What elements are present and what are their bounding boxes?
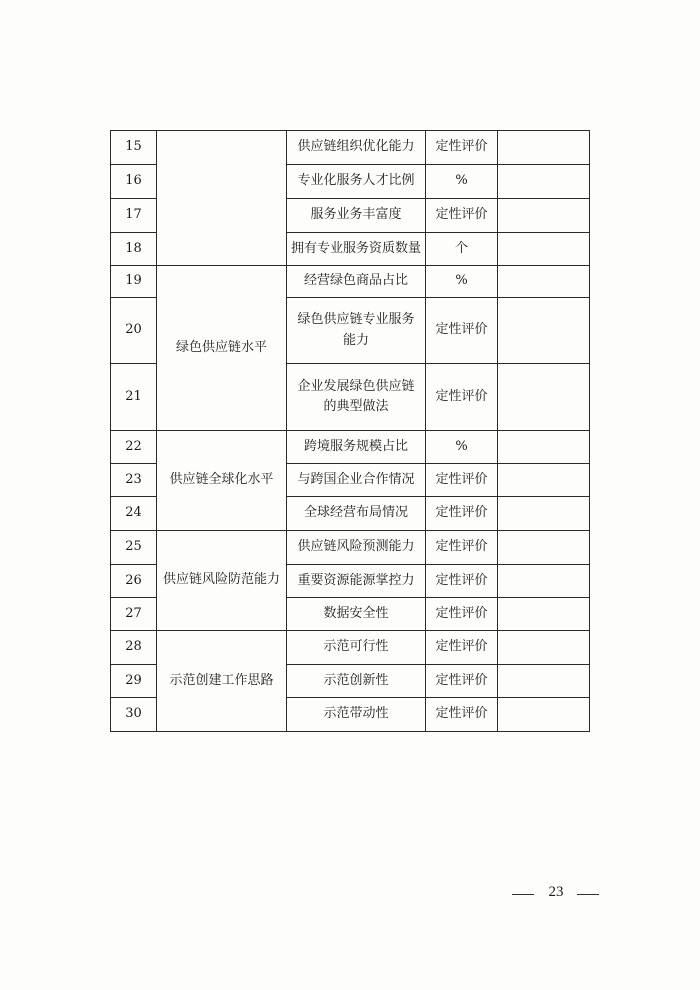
unit-cell: 定性评价 [426, 631, 498, 665]
indicator-cell: 供应链风险预测能力 [287, 531, 426, 565]
row-number: 27 [111, 598, 157, 631]
unit-cell: 定性评价 [426, 598, 498, 631]
category-cell: 示范创建工作思路 [157, 631, 287, 732]
row-number: 26 [111, 565, 157, 598]
unit-cell: 定性评价 [426, 131, 498, 165]
unit-cell: % [426, 165, 498, 199]
category-cell: 供应链全球化水平 [157, 431, 287, 531]
indicator-text: 企业发展绿色供应链的典型做法 [297, 378, 415, 414]
indicator-cell: 示范创新性 [287, 665, 426, 698]
row-number: 19 [111, 266, 157, 298]
indicator-cell: 供应链组织优化能力 [287, 131, 426, 165]
indicator-table [110, 130, 590, 732]
unit-cell: 定性评价 [426, 298, 498, 364]
indicator-cell: 重要资源能源掌控力 [287, 565, 426, 598]
table-row [111, 531, 590, 565]
indicator-cell: 拥有专业服务资质数量 [287, 233, 426, 266]
footer-dash-right [577, 894, 599, 895]
unit-cell: 定性评价 [426, 531, 498, 565]
remark-cell [498, 165, 590, 199]
remark-cell [498, 565, 590, 598]
row-number: 25 [111, 531, 157, 565]
unit-cell: % [426, 431, 498, 464]
row-number: 29 [111, 665, 157, 698]
footer-dash-left [512, 894, 534, 895]
remark-cell [498, 233, 590, 266]
unit-cell: 定性评价 [426, 565, 498, 598]
remark-cell [498, 266, 590, 298]
indicator-cell: 示范可行性 [287, 631, 426, 665]
indicator-cell: 全球经营布局情况 [287, 497, 426, 531]
remark-cell [498, 431, 590, 464]
indicator-cell: 示范带动性 [287, 698, 426, 732]
unit-cell: 个 [426, 233, 498, 266]
indicator-cell [287, 364, 426, 431]
row-number: 15 [111, 131, 157, 165]
row-number: 20 [111, 298, 157, 364]
remark-cell [498, 131, 590, 165]
page-footer [0, 878, 700, 908]
row-number: 23 [111, 464, 157, 497]
category-cell: 绿色供应链水平 [157, 266, 287, 431]
indicator-cell: 数据安全性 [287, 598, 426, 631]
indicator-cell: 服务业务丰富度 [287, 199, 426, 233]
unit-cell: 定性评价 [426, 698, 498, 732]
table-row [111, 431, 590, 464]
remark-cell [498, 364, 590, 431]
row-number: 18 [111, 233, 157, 266]
table-row [111, 266, 590, 298]
remark-cell [498, 631, 590, 665]
remark-cell [498, 497, 590, 531]
row-number: 17 [111, 199, 157, 233]
row-number: 22 [111, 431, 157, 464]
remark-cell [498, 531, 590, 565]
category-cell: 供应链风险防范能力 [157, 531, 287, 631]
remark-cell [498, 698, 590, 732]
unit-cell: 定性评价 [426, 665, 498, 698]
unit-cell: 定性评价 [426, 364, 498, 431]
row-number: 21 [111, 364, 157, 431]
unit-cell: 定性评价 [426, 464, 498, 497]
indicator-cell [287, 298, 426, 364]
table-row [111, 631, 590, 665]
unit-cell: % [426, 266, 498, 298]
remark-cell [498, 464, 590, 497]
indicator-cell: 经营绿色商品占比 [287, 266, 426, 298]
category-cell [157, 131, 287, 266]
unit-cell: 定性评价 [426, 199, 498, 233]
indicator-cell: 与跨国企业合作情况 [287, 464, 426, 497]
remark-cell [498, 598, 590, 631]
page-number: 23 [548, 884, 564, 900]
remark-cell [498, 199, 590, 233]
remark-cell [498, 665, 590, 698]
row-number: 24 [111, 497, 157, 531]
indicator-cell: 跨境服务规模占比 [287, 431, 426, 464]
row-number: 16 [111, 165, 157, 199]
row-number: 30 [111, 698, 157, 732]
unit-cell: 定性评价 [426, 497, 498, 531]
row-number: 28 [111, 631, 157, 665]
indicator-text: 绿色供应链专业服务能力 [297, 312, 415, 348]
remark-cell [498, 298, 590, 364]
table-row [111, 131, 590, 165]
indicator-cell: 专业化服务人才比例 [287, 165, 426, 199]
